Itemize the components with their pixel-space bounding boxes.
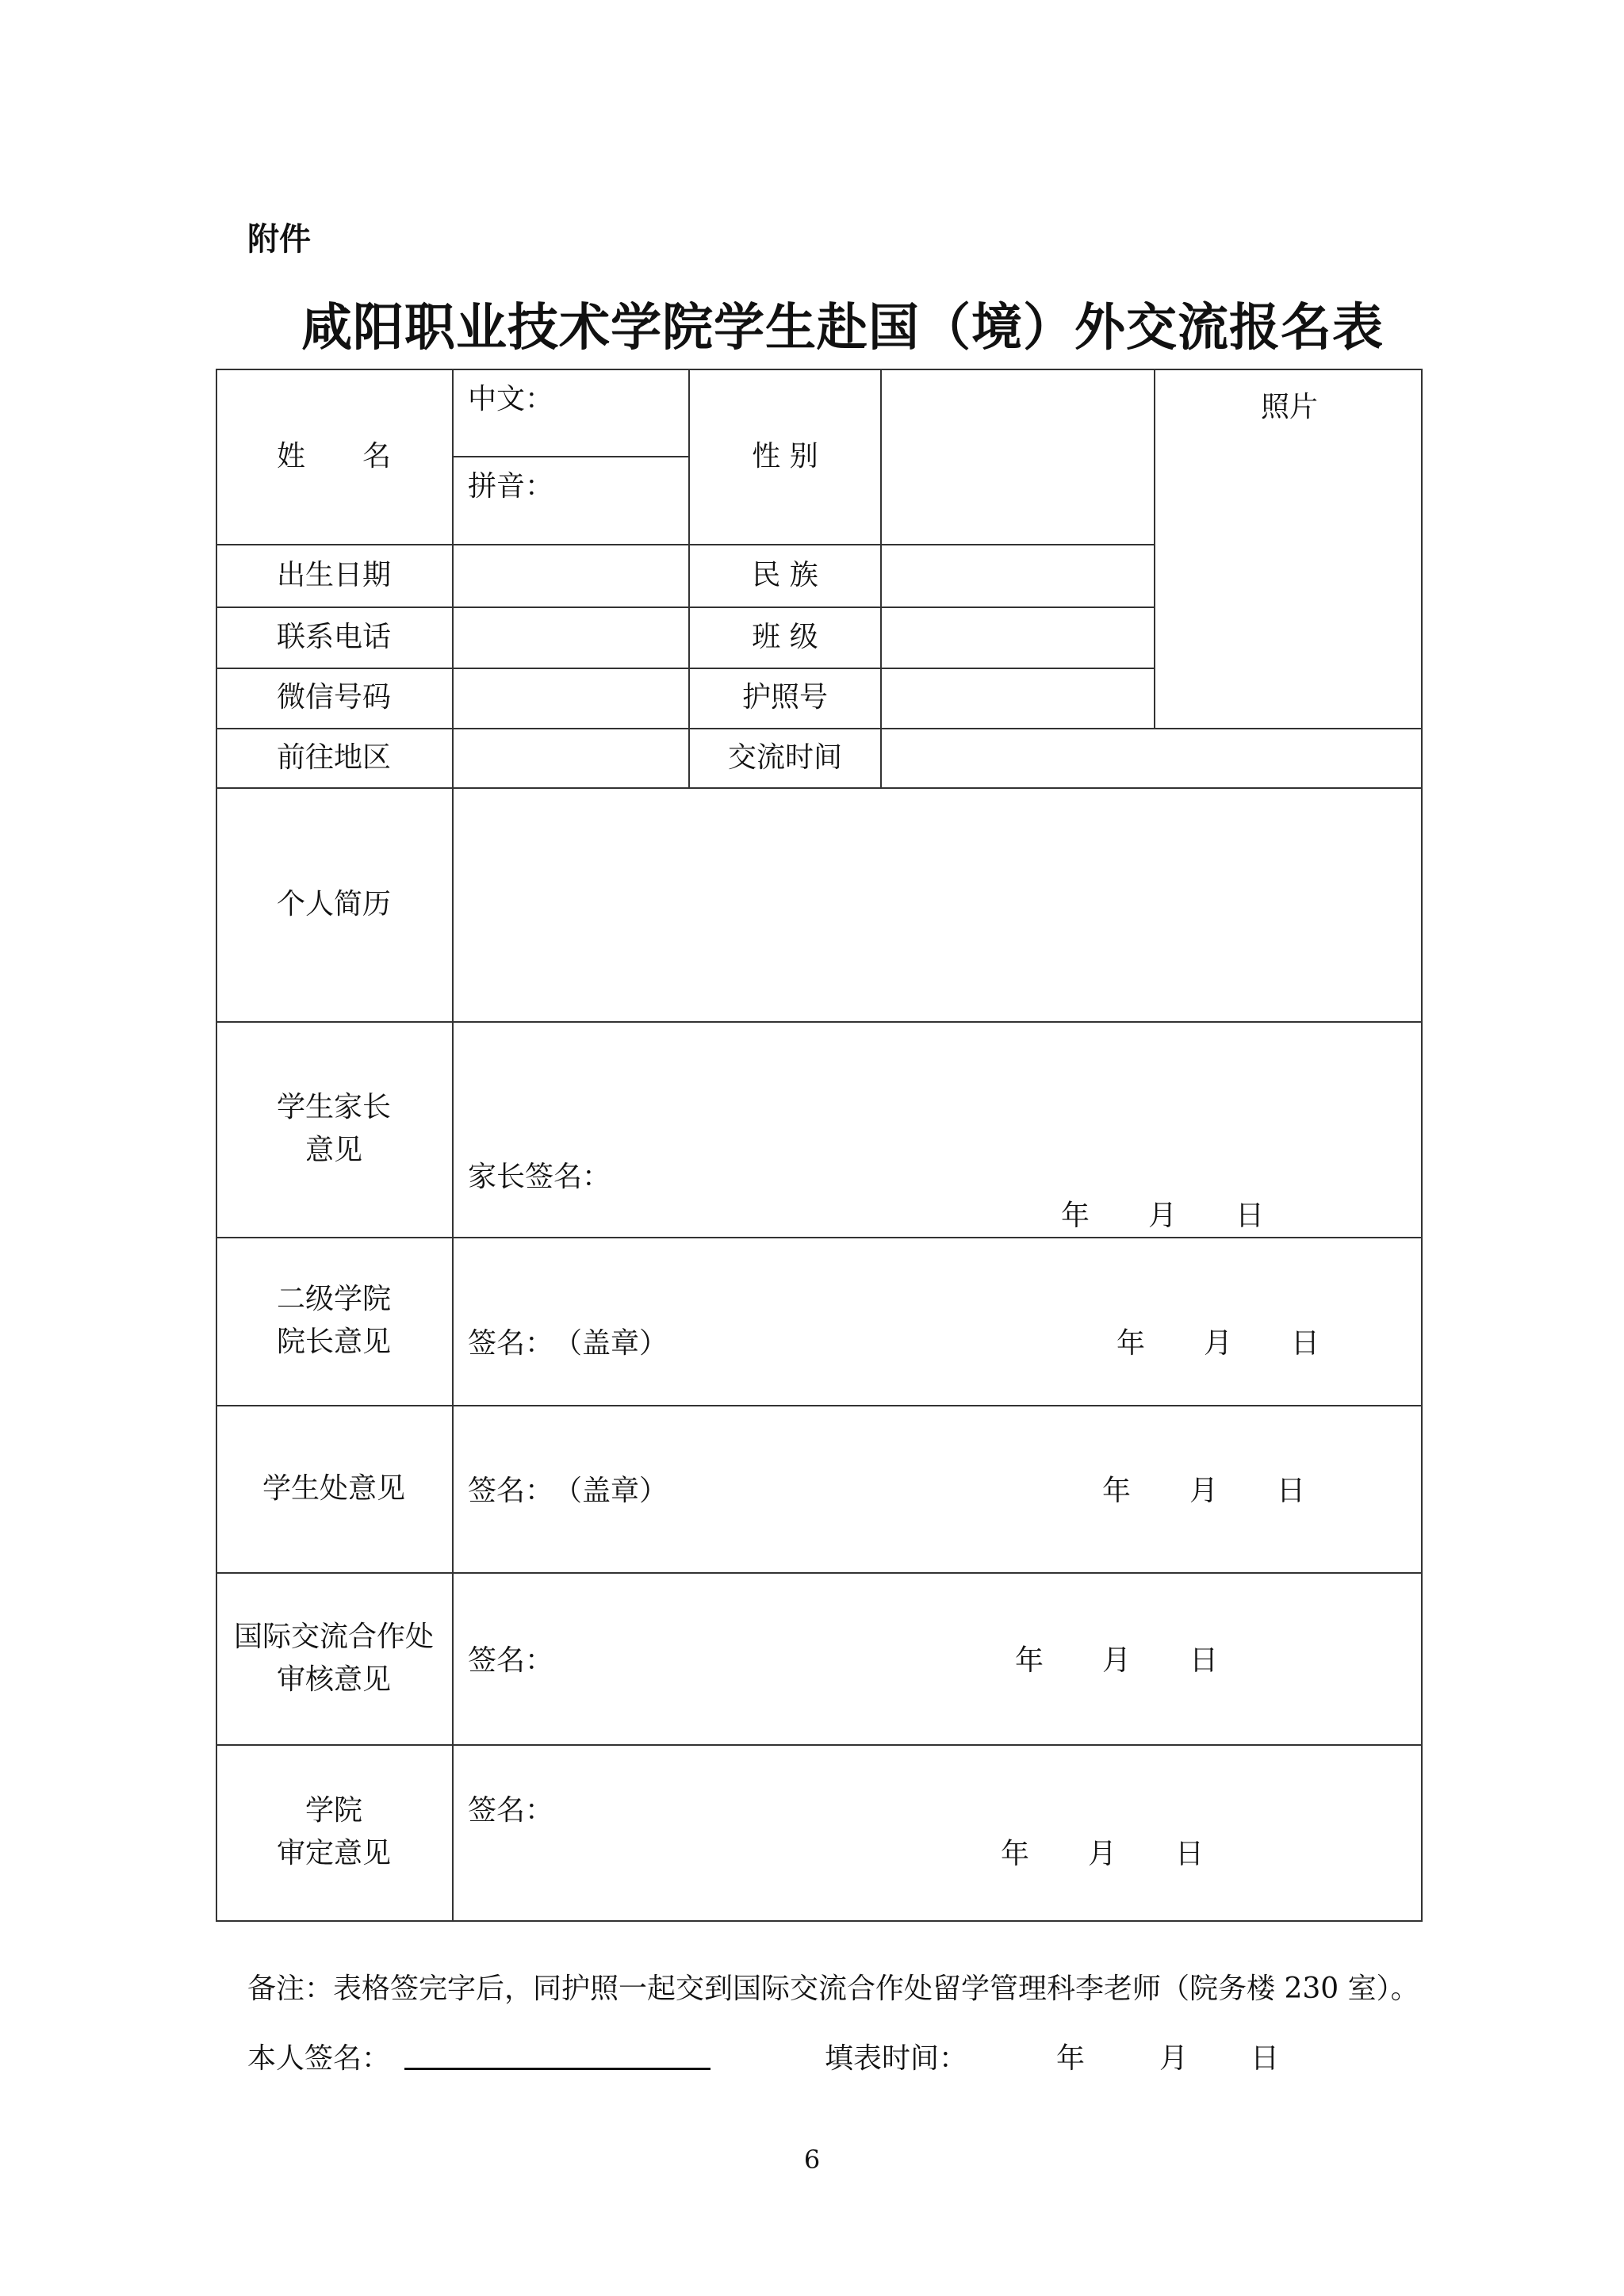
phone-label: 联系电话 (276, 620, 391, 653)
school-approval-label: 学院 审定意见 (276, 1794, 391, 1869)
pinyin-name-field-label: 拼音： (468, 470, 554, 503)
self-signature-line (404, 2068, 710, 2070)
student-office-date: 年 月 日 (1102, 1475, 1306, 1507)
attachment-label: 附件 (247, 221, 311, 258)
passport-label: 护照号 (741, 681, 828, 714)
intl-office-signature-label: 签名： (468, 1644, 554, 1677)
gender-label: 性 别 (752, 439, 818, 473)
parent-date: 年 月 日 (1061, 1200, 1265, 1232)
school-signature-label: 签名： (468, 1794, 554, 1827)
form-title: 咸阳职业技术学院学生赴国（境）外交流报名表 (301, 298, 1384, 358)
college-dean-opinion-label: 二级学院 院长意见 (276, 1283, 391, 1358)
page-number: 6 (803, 2145, 821, 2175)
exchange-period-label: 交流时间 (727, 740, 842, 774)
school-date: 年 月 日 (1001, 1838, 1205, 1870)
college-date: 年 月 日 (1116, 1327, 1320, 1360)
birth-date-label: 出生日期 (276, 558, 391, 591)
self-signature-label: 本人签名： (247, 2042, 391, 2075)
resume-label: 个人简历 (276, 887, 391, 920)
fill-time-label: 填表时间： (825, 2042, 968, 2075)
college-signature-seal-label: 签名： （盖章） (468, 1327, 668, 1360)
class-label: 班 级 (752, 620, 818, 653)
fill-date: 年 月 日 (1056, 2042, 1280, 2075)
student-office-signature-seal-label: 签名： （盖章） (468, 1475, 668, 1507)
intl-office-date: 年 月 日 (1015, 1644, 1219, 1677)
ethnic-label: 民 族 (752, 558, 818, 591)
name-label: 姓 名 (276, 439, 391, 473)
destination-label: 前往地区 (276, 740, 391, 774)
intl-office-opinion-label: 国际交流合作处 审核意见 (233, 1620, 434, 1696)
chinese-name-field-label: 中文： (468, 383, 554, 415)
student-office-opinion-label: 学生处意见 (262, 1471, 405, 1505)
parent-opinion-label: 学生家长 意见 (276, 1091, 391, 1166)
photo-label: 照片 (1261, 391, 1319, 423)
footer-note: 备注：表格签完字后，同护照一起交到国际交流合作处留学管理科李老师（院务楼 230 室）。 (247, 1973, 1419, 2005)
wechat-label: 微信号码 (276, 681, 391, 714)
parent-signature-label: 家长签名： (468, 1161, 611, 1193)
